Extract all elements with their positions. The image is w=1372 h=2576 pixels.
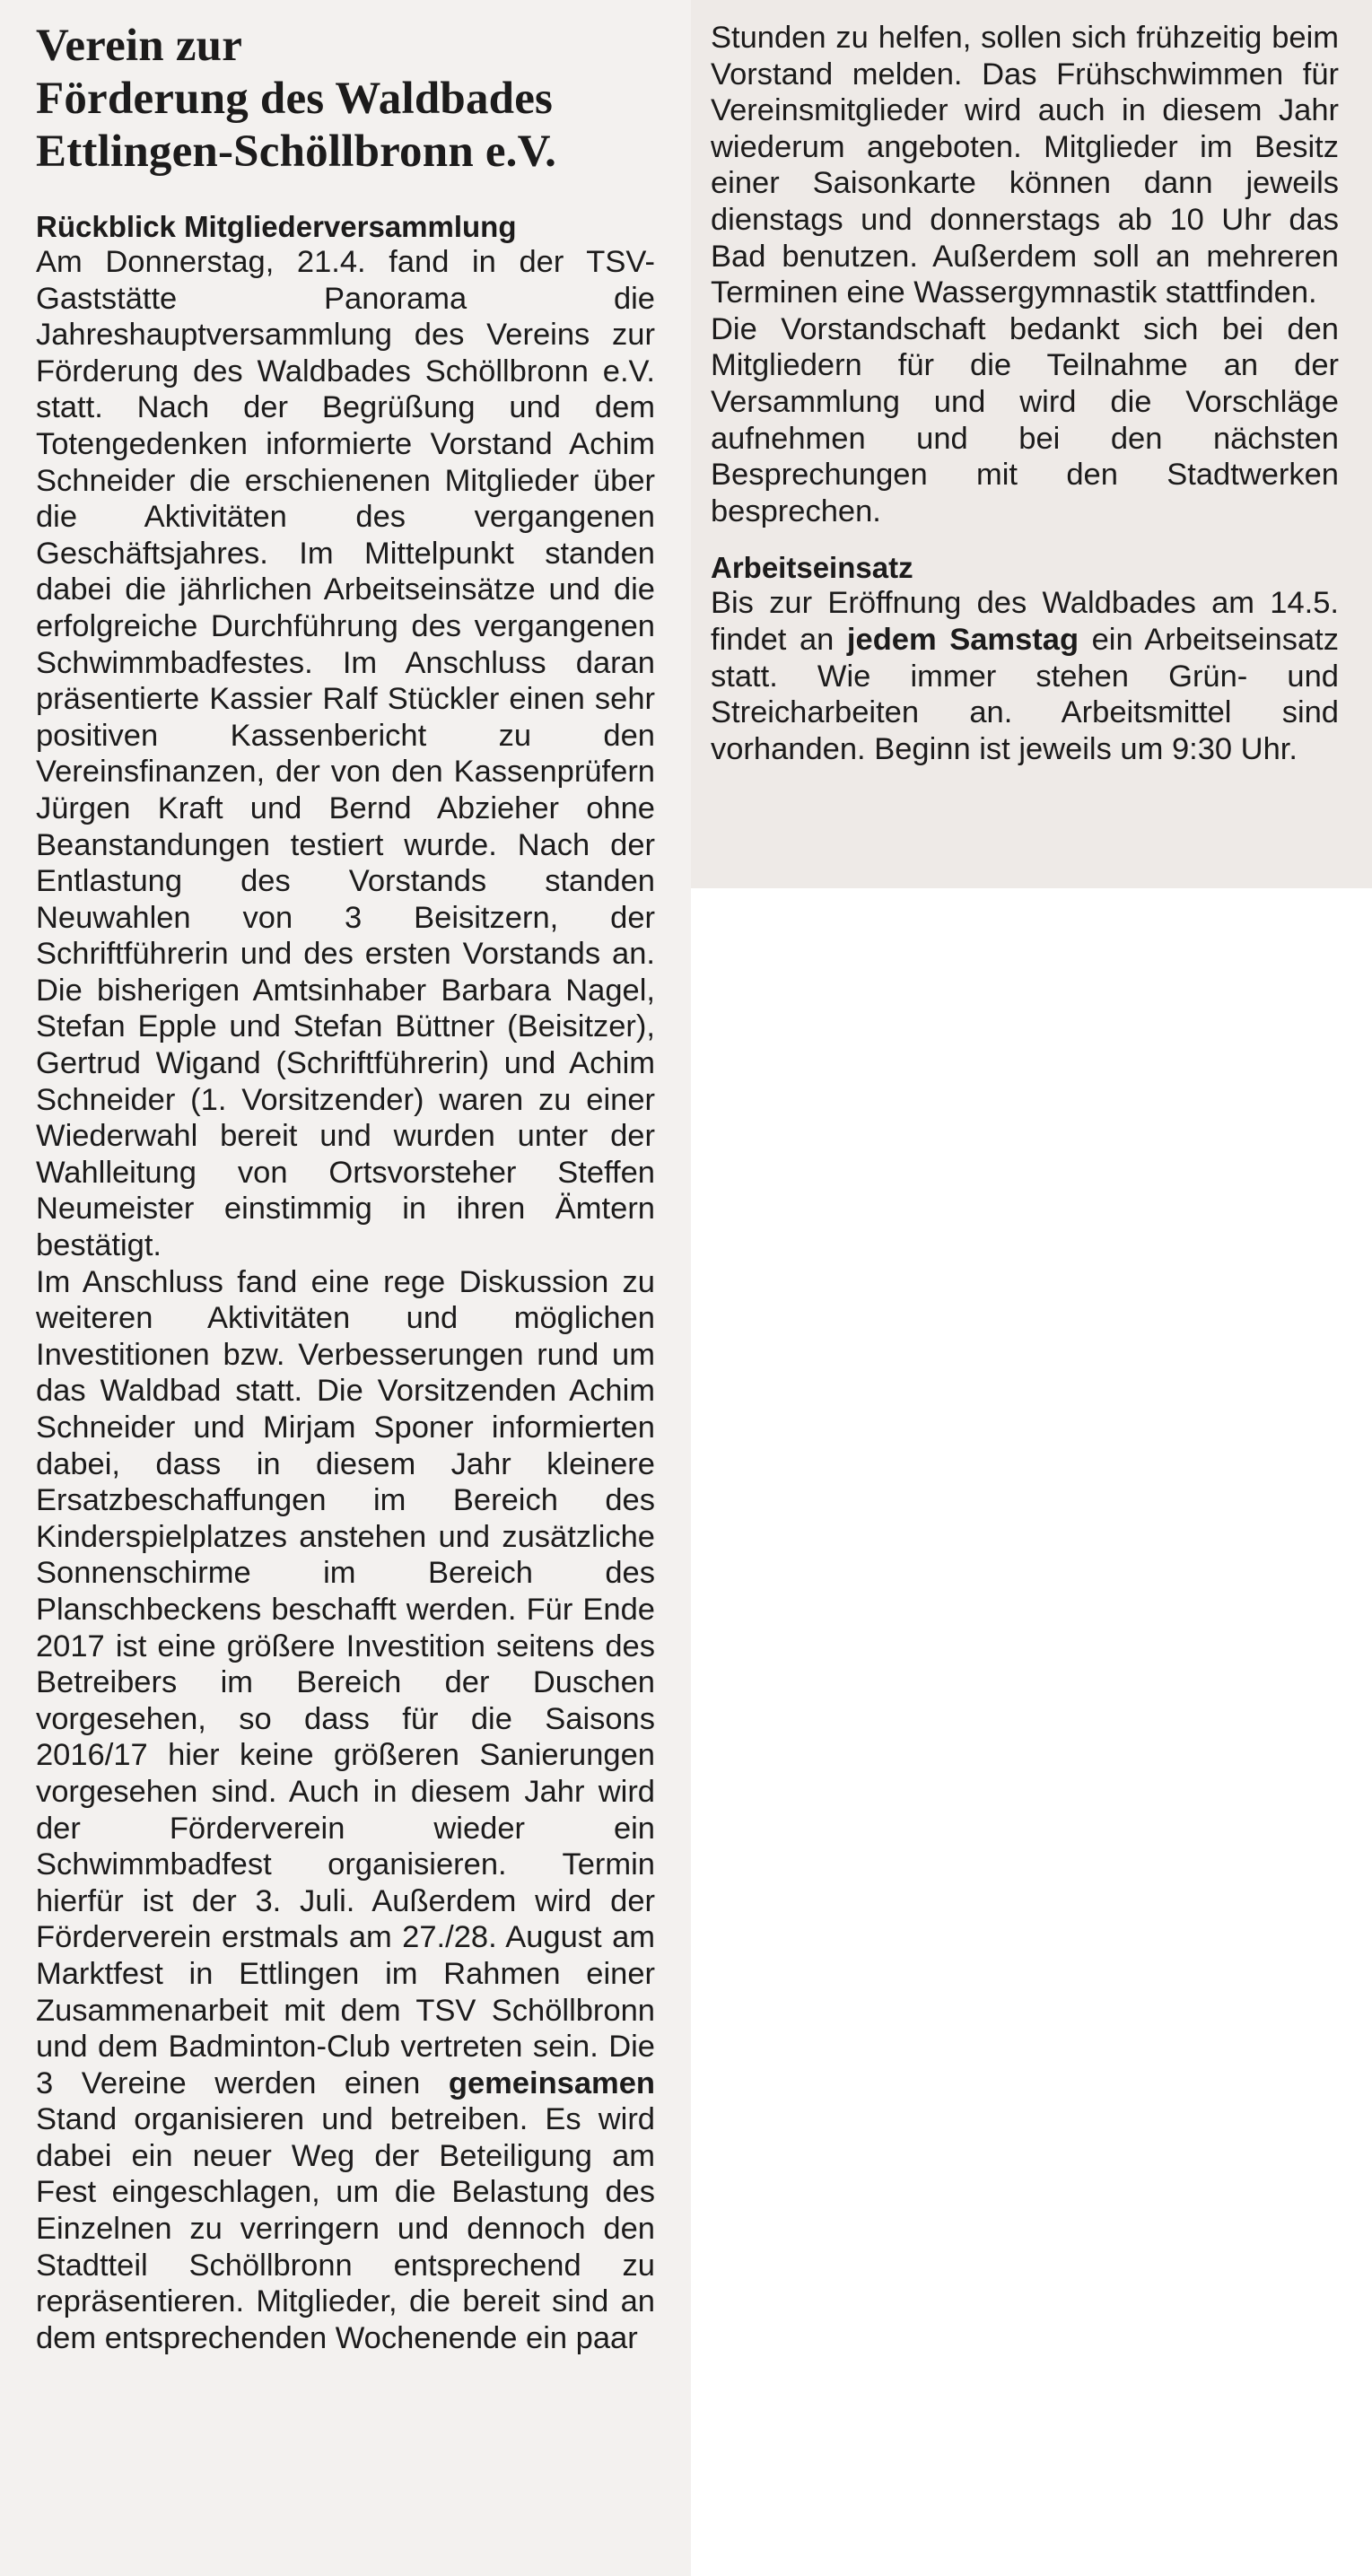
work-text-b: ein Arbeitseinsatz statt. Wie immer stehen Grün- und Streicharbeiten an. Arbeitsmittel sind vorhanden. Beginn ist jeweils um 9:30 Uhr.	[711, 622, 1339, 766]
blank-area	[691, 888, 1372, 2576]
section-gap	[711, 529, 1339, 551]
paragraph-meeting: Am Donnerstag, 21.4. fand in der TSV-Gaststätte Panorama die Jahreshauptversammlung des Vereins zur Förderung des Waldbades Schöllbronn e.V. statt. Nach der Begrüßung und dem Totengedenken informierte Vorstand Achim Schneider die erschienenen Mitglieder über die Aktivitäten des vergangenen Geschäftsjahres. Im Mittelpunkt standen dabei die jährlichen Arbeitseinsätze und die erfolgreiche Durchführung des vergangenen Schwimmbadfestes. Im Anschluss daran präsentierte Kassier Ralf Stückler einen sehr positiven Kassenbericht zu den Vereinsfinanzen, der von den Kassenprüfern Jürgen Kraft und Bernd Abzieher ohne Beanstandungen testiert wurde. Nach der Entlastung des Vorstands standen Neuwahlen von 3 Beisitzern, der Schriftführerin und des ersten Vorstands an. Die bisherigen Amtsinhaber Barbara Nagel, Stefan Epple und Stefan Büttner (Beisitzer), Gertrud Wigand (Schriftführerin) und Achim Schneider (1. Vorsitzender) waren zu einer Wiederwahl bereit und wurden unter der Wahlleitung von Ortsvorsteher Steffen Neumeister einstimmig in ihren Ämtern bestätigt.	[36, 245, 655, 1263]
left-column	[36, 20, 655, 2356]
title-line-2: Förderung des Waldbades	[36, 74, 554, 124]
title-line-3: Ettlingen-Schöllbronn e.V.	[36, 127, 557, 177]
discussion-text-b: Stand organisieren und betreiben. Es wird dabei ein neuer Weg der Beteiligung am Fest eingeschlagen, um die Belastung des Einzelnen zu verringern und dennoch den Stadtteil Schöllbronn entsprechend zu repräsentieren. Mitglieder, die bereit sind an dem entsprechenden Wochenende ein paar	[36, 2102, 655, 2355]
discussion-text-a: Im Anschluss fand eine rege Diskussion zu weiteren Aktivitäten und möglichen Investitionen bzw. Verbesserungen rund um das Waldbad statt. Die Vorsitzenden Achim Schneider und Mirjam Sponer informierten dabei, dass in diesem Jahr kleinere Ersatzbeschaffungen im Bereich des Kinderspielplatzes anstehen und zusätzliche Sonnenschirme im Bereich des Planschbeckens beschafft werden. Für Ende 2017 ist eine größere Investition seitens des Betreibers im Bereich der Duschen vorgesehen, so dass für die Saisons 2016/17 hier keine größeren Sanierungen vorgesehen sind. Auch in diesem Jahr wird der Förderverein wieder ein Schwimmbadfest organisieren. Termin hierfür ist der 3. Juli. Außerdem wird der Förderverein erstmals am 27./28. August am Marktfest in Ettlingen im Rahmen einer Zusammenarbeit mit dem TSV Schöllbronn und dem Badminton-Club vertreten sein. Die 3 Vereine werden einen	[36, 1264, 655, 2100]
paragraph-discussion-continued: Stunden zu helfen, sollen sich frühzeitig beim Vorstand melden. Das Frühschwimmen für Vereinsmitglieder wird auch in diesem Jahr wiederum angeboten. Mitglieder im Besitz einer Saisonkarte können dann jeweils dienstags und donnerstags ab 10 Uhr das Bad benutzen. Außerdem soll an mehreren Terminen eine Wassergymnastik stattfinden.	[711, 21, 1339, 310]
paragraph-thanks: Die Vorstandschaft bedankt sich bei den Mitgliedern für die Teilnahme an der Versammlung und wird die Vorschläge aufnehmen und bei den nächsten Besprechungen mit den Stadtwerken besprechen.	[711, 311, 1339, 528]
work-text-a: Bis zur Eröffnung des Waldbades am 14.5. findet an	[711, 586, 1339, 657]
paragraph-work	[711, 585, 1339, 767]
article-title	[36, 20, 655, 179]
section-heading-review: Rückblick Mitgliederversammlung	[36, 210, 517, 243]
section-heading-work: Arbeitseinsatz	[711, 551, 913, 585]
paragraph-discussion	[36, 1264, 655, 2357]
bold-jedem-samstag: jedem Samstag	[846, 622, 1079, 657]
bold-gemeinsamen: gemeinsamen	[448, 2065, 655, 2100]
right-column	[711, 20, 1339, 767]
title-line-1: Verein zur	[36, 21, 243, 71]
